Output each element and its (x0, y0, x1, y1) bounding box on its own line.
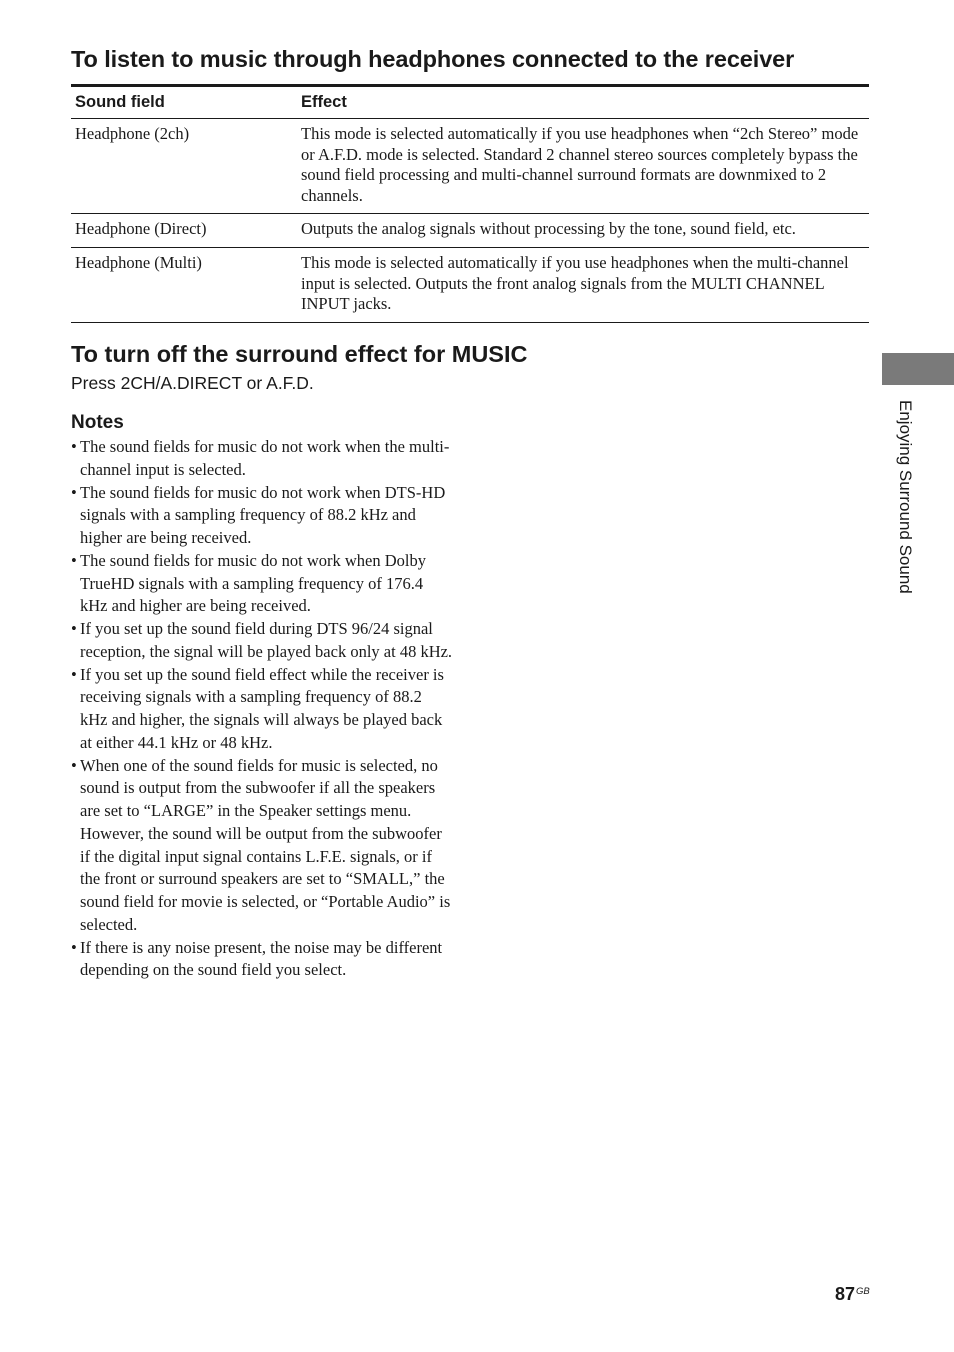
page-number (835, 1280, 870, 1306)
table-header-row (71, 86, 869, 119)
list-item: • When one of the sound fields for music is selected, no sound is output from the subwoofer if all the speakers are set to “LARGE” in the Speaker settings menu. However, the sound will be output from the subwoofer if the digital input signal contains L.F.E. signals, or if the front or surround speakers are set to “SMALL,” the sound field for movie is selected, or “Portable Audio” is selected. (71, 755, 453, 937)
table-cell-effect: This mode is selected automatically if you use headphones when “2ch Stereo” mode or A.F.D. mode is selected. Standard 2 channel stereo sources completely bypass the sound field processing and multi-channel surround formats are downmixed to 2 channels. (301, 124, 859, 205)
section-title-surround-off: To turn off the surround effect for MUSIC (71, 341, 528, 367)
table-cell-field: Headphone (Direct) (75, 219, 207, 239)
list-item: • If you set up the sound field effect while the receiver is receiving signals with a sampling frequency of 88.2 kHz and higher, the signals will always be played back at either 44.1 kHz or 48 kHz. (71, 664, 453, 755)
list-item: • The sound fields for music do not work when the multi-channel input is selected. (71, 436, 453, 482)
list-item: • If there is any noise present, the noise may be different depending on the sound field you select. (71, 937, 453, 983)
sound-field-table (71, 84, 869, 323)
column-header-effect: Effect (301, 93, 347, 111)
table-row (71, 119, 869, 214)
list-item: • The sound fields for music do not work when DTS-HD signals with a sampling frequency of 88.2 kHz and higher are being received. (71, 482, 453, 550)
table-cell-effect: This mode is selected automatically if you use headphones when the multi-channel input is selected. Outputs the front analog signals from the MULTI CHANNEL INPUT jacks. (301, 252, 849, 314)
column-header-sound-field: Sound field (75, 93, 165, 111)
page-number-suffix: GB (856, 1286, 870, 1297)
notes-heading: Notes (71, 412, 124, 433)
page-number-value: 87 (835, 1284, 856, 1304)
chapter-side-label: Enjoying Surround Sound (896, 400, 915, 594)
notes-list (71, 436, 453, 982)
table-row (71, 214, 869, 248)
instruction-text: Press 2CH/A.DIRECT or A.F.D. (71, 373, 314, 393)
list-item: • If you set up the sound field during DTS 96/24 signal reception, the signal will be played back only at 48 kHz. (71, 618, 453, 664)
list-item: • The sound fields for music do not work when Dolby TrueHD signals with a sampling frequency of 176.4 kHz and higher are being received. (71, 550, 453, 618)
chapter-tab-marker (882, 353, 954, 385)
table-cell-field: Headphone (2ch) (75, 124, 190, 143)
table-row (71, 247, 869, 322)
table-cell-effect: Outputs the analog signals without processing by the tone, sound field, etc. (301, 219, 796, 239)
table-cell-field: Headphone (Multi) (75, 252, 202, 272)
section-title-headphones: To listen to music through headphones connected to the receiver (71, 46, 795, 72)
